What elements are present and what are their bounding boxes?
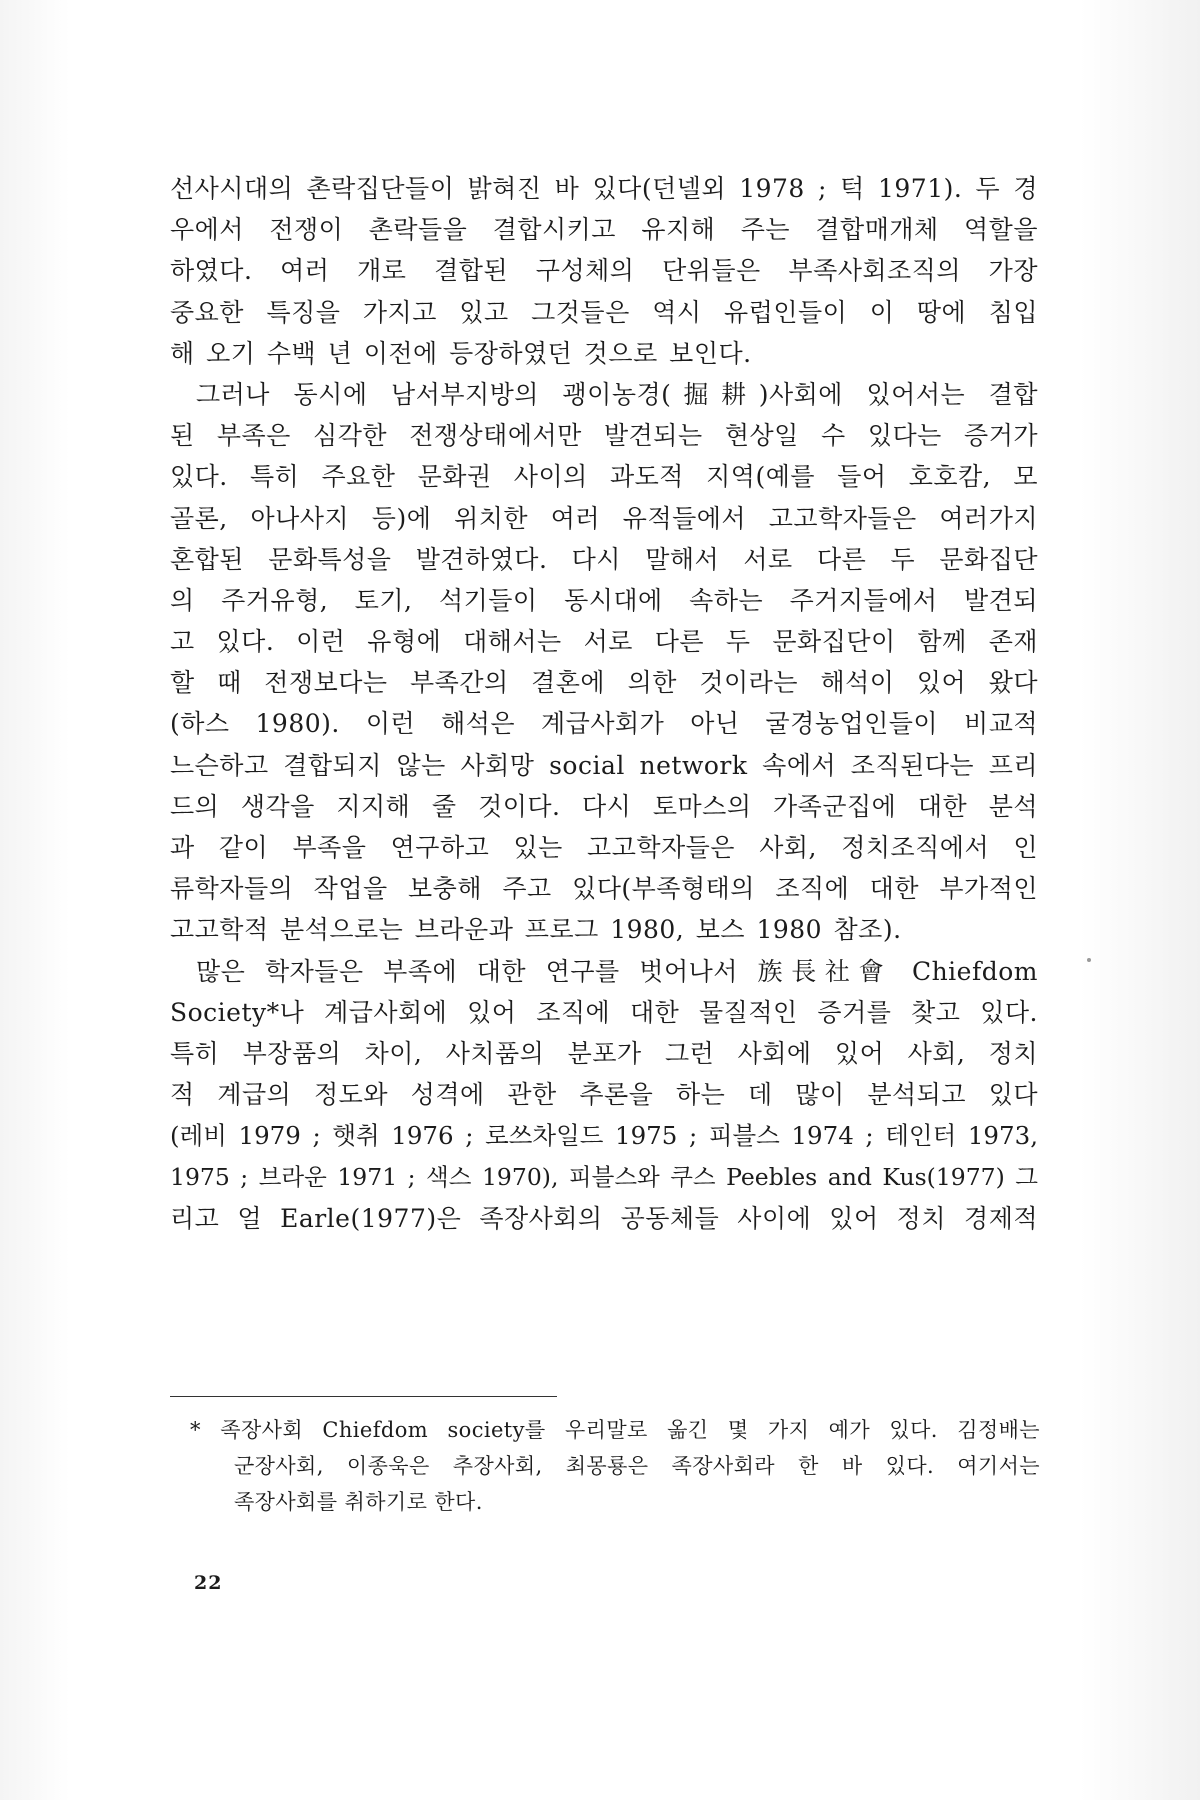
text-line: 드의 생각을 지지해 줄 것이다. 다시 토마스의 가족군집에 대한 분석 xyxy=(170,791,1038,821)
text-line: 느슨하고 결합되지 않는 사회망 social network 속에서 조직된다는 프리 xyxy=(170,750,1038,780)
text-line: 리고 얼 Earle(1977)은 족장사회의 공동체들 사이에 있어 정치 경제적 xyxy=(170,1203,1038,1233)
text-line: 골론, 아나사지 등)에 위치한 여러 유적들에서 고고학자들은 여러가지 xyxy=(170,503,1038,533)
footnote-line: 족장사회를 취하기로 한다. xyxy=(234,1490,483,1514)
footnote-line: 군장사회, 이종욱은 추장사회, 최몽룡은 족장사회라 한 바 있다. 여기서는 xyxy=(234,1454,1040,1478)
footnote-divider xyxy=(170,1396,557,1397)
margin-dot xyxy=(1087,958,1091,962)
footnote-line: * 족장사회 Chiefdom society를 우리말로 옮긴 몇 가지 예가 있다. 김정배는 xyxy=(190,1418,1040,1442)
text-line: (레비 1979 ; 햇취 1976 ; 로쓰차일드 1975 ; 피블스 1974 ; 테인터 1973, xyxy=(170,1121,1038,1151)
footnote xyxy=(190,1412,1040,1520)
text-line: 할 때 전쟁보다는 부족간의 결혼에 의한 것이라는 해석이 있어 왔다 xyxy=(170,668,1038,698)
text-line: 그러나 동시에 남서부지방의 괭이농경(掘耕)사회에 있어서는 결합 xyxy=(196,379,1038,409)
text-line: (하스 1980). 이런 해석은 계급사회가 아닌 굴경농업인들이 비교적 xyxy=(170,709,1038,739)
text-line: 과 같이 부족을 연구하고 있는 고고학자들은 사회, 정치조직에서 인 xyxy=(170,833,1038,862)
text-line: Society*나 계급사회에 있어 조직에 대한 물질적인 증거를 찾고 있다. xyxy=(170,997,1038,1027)
page-number: 22 xyxy=(194,1572,223,1594)
text-line: 혼합된 문화특성을 발견하였다. 다시 말해서 서로 다른 두 문화집단 xyxy=(170,544,1038,574)
text-line: 류학자들의 작업을 보충해 주고 있다(부족형태의 조직에 대한 부가적인 xyxy=(170,874,1038,904)
text-line: 선사시대의 촌락집단들이 밝혀진 바 있다(던넬외 1978 ; 턱 1971). 두 경 xyxy=(170,174,1038,203)
text-line: 적 계급의 정도와 성격에 관한 추론을 하는 데 많이 분석되고 있다 xyxy=(170,1080,1038,1110)
text-line: 고고학적 분석으로는 브라운과 프로그 1980, 보스 1980 참조). xyxy=(170,915,902,945)
text-line: 특히 부장품의 차이, 사치품의 분포가 그런 사회에 있어 사회, 정치 xyxy=(170,1038,1038,1068)
text-line: 있다. 특히 주요한 문화권 사이의 과도적 지역(예를 들어 호호캄, 모 xyxy=(170,462,1038,492)
text-line: 하였다. 여러 개로 결합된 구성체의 단위들은 부족사회조직의 가장 xyxy=(170,256,1038,286)
text-line: 많은 학자들은 부족에 대한 연구를 벗어나서 族長社會 Chiefdom xyxy=(196,956,1038,986)
text-line: 우에서 전쟁이 촌락들을 결합시키고 유지해 주는 결합매개체 역할을 xyxy=(170,215,1038,245)
text-line: 의 주거유형, 토기, 석기들이 동시대에 속하는 주거지들에서 발견되 xyxy=(170,585,1038,615)
text-line: 해 오기 수백 년 이전에 등장하였던 것으로 보인다. xyxy=(170,338,752,368)
body-text xyxy=(170,168,1038,1239)
text-line: 중요한 특징을 가지고 있고 그것들은 역시 유럽인들이 이 땅에 침입 xyxy=(170,297,1038,327)
text-line: 된 부족은 심각한 전쟁상태에서만 발견되는 현상일 수 있다는 증거가 xyxy=(170,421,1038,451)
text-line: 고 있다. 이런 유형에 대해서는 서로 다른 두 문화집단이 함께 존재 xyxy=(170,627,1038,657)
text-line: 1975 ; 브라운 1971 ; 색스 1970), 피블스와 쿠스 Peebles and Kus(1977) 그 xyxy=(170,1162,1038,1191)
